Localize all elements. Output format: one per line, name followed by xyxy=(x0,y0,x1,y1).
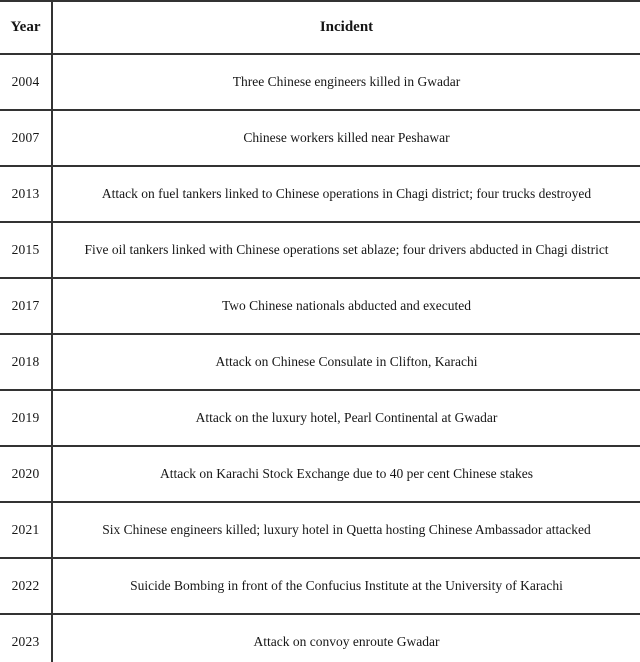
incident-cell: Two Chinese nationals abducted and executed xyxy=(52,278,640,334)
incident-cell: Attack on Chinese Consulate in Clifton, Karachi xyxy=(52,334,640,390)
table-row xyxy=(0,110,640,166)
table-row xyxy=(0,446,640,502)
incident-cell: Five oil tankers linked with Chinese operations set ablaze; four drivers abducted in Chagi district xyxy=(52,222,640,278)
year-cell: 2015 xyxy=(0,222,52,278)
year-cell: 2021 xyxy=(0,502,52,558)
year-cell: 2022 xyxy=(0,558,52,614)
table-row xyxy=(0,614,640,662)
incident-cell: Suicide Bombing in front of the Confucius Institute at the University of Karachi xyxy=(52,558,640,614)
table-row xyxy=(0,54,640,110)
incident-cell: Attack on the luxury hotel, Pearl Continental at Gwadar xyxy=(52,390,640,446)
year-cell: 2018 xyxy=(0,334,52,390)
incident-cell: Chinese workers killed near Peshawar xyxy=(52,110,640,166)
column-header-incident: Incident xyxy=(52,1,640,54)
column-header-year: Year xyxy=(0,1,52,54)
table-row xyxy=(0,166,640,222)
year-cell: 2019 xyxy=(0,390,52,446)
year-cell: 2020 xyxy=(0,446,52,502)
table-header-row xyxy=(0,1,640,54)
table-row xyxy=(0,222,640,278)
incident-cell: Three Chinese engineers killed in Gwadar xyxy=(52,54,640,110)
table-row xyxy=(0,334,640,390)
incident-cell: Attack on fuel tankers linked to Chinese operations in Chagi district; four trucks destroyed xyxy=(52,166,640,222)
table-row xyxy=(0,502,640,558)
year-cell: 2013 xyxy=(0,166,52,222)
incident-cell: Attack on Karachi Stock Exchange due to 40 per cent Chinese stakes xyxy=(52,446,640,502)
incident-cell: Attack on convoy enroute Gwadar xyxy=(52,614,640,662)
year-cell: 2023 xyxy=(0,614,52,662)
year-cell: 2007 xyxy=(0,110,52,166)
table-row xyxy=(0,390,640,446)
table-row xyxy=(0,278,640,334)
year-cell: 2017 xyxy=(0,278,52,334)
table-row xyxy=(0,558,640,614)
year-cell: 2004 xyxy=(0,54,52,110)
incident-cell: Six Chinese engineers killed; luxury hotel in Quetta hosting Chinese Ambassador attacked xyxy=(52,502,640,558)
